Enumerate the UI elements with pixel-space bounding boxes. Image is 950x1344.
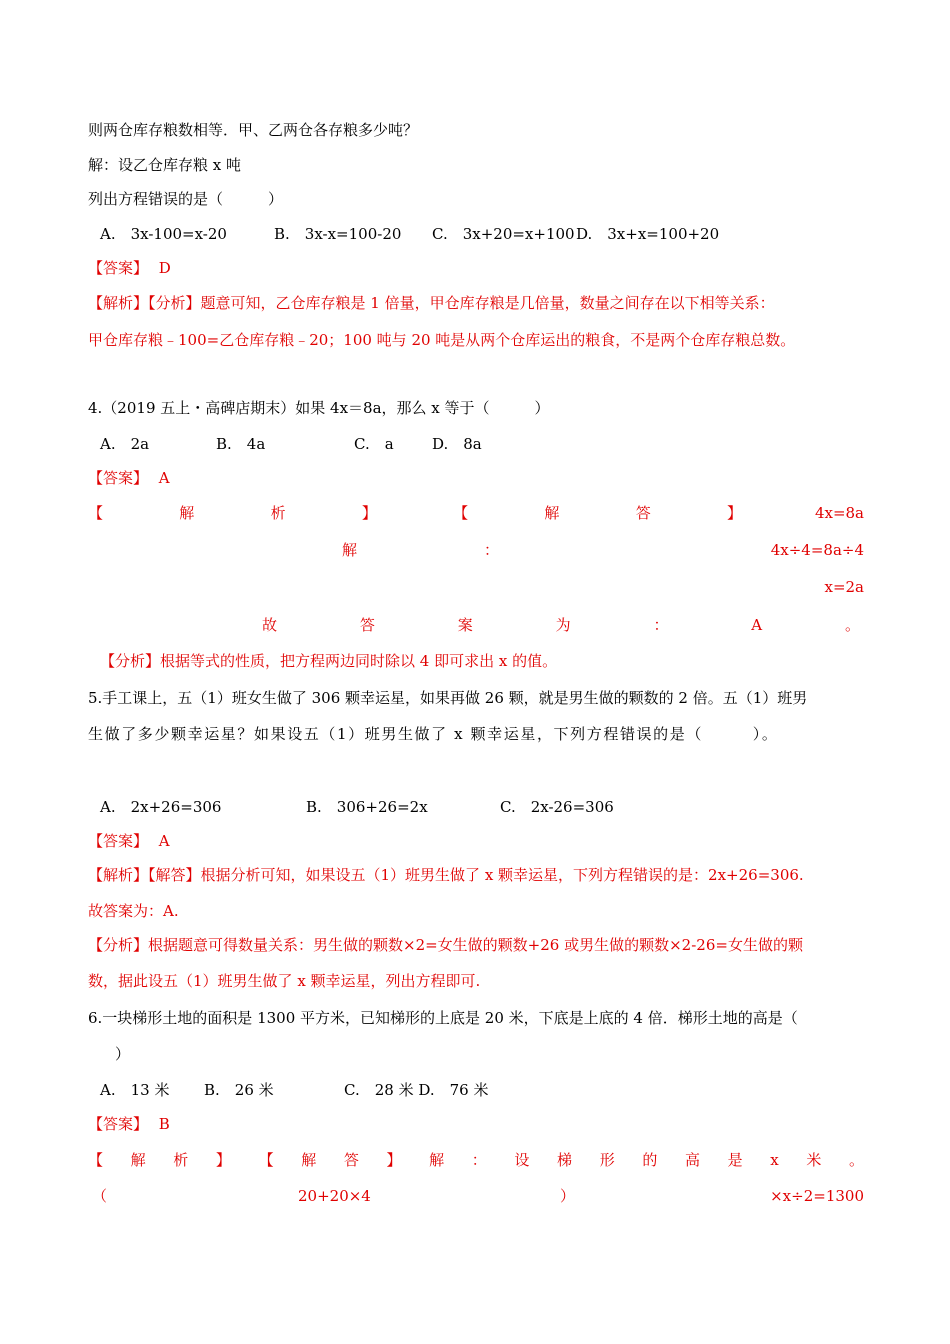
- q3-line2: 解：设乙仓库存粮 x 吨: [88, 156, 241, 174]
- jiexi-char: 析: [270, 504, 286, 522]
- q4-jiexi-row: [88, 503, 742, 523]
- jiexi-char: 答: [343, 1151, 359, 1169]
- q4-colon-char: ：: [484, 541, 500, 559]
- final-char: 答: [359, 616, 375, 634]
- jiexi-char: 米: [806, 1151, 822, 1169]
- final-char: ：: [653, 616, 669, 634]
- q6-line2: ）: [100, 1045, 131, 1063]
- q4-option-d: D. 8a: [432, 435, 482, 453]
- final-char: A: [751, 616, 763, 634]
- jiexi-char: 【: [88, 504, 104, 522]
- q5-analysis4: 数，据此设五（1）班男生做了 x 颗幸运星，列出方程即可.: [88, 972, 481, 990]
- q3-option-d: D. 3x+x=100+20: [576, 225, 720, 243]
- jiexi-char: 解: [429, 1151, 445, 1169]
- answer-value: D: [158, 259, 171, 277]
- q4-analysis: 【分析】根据等式的性质，把方程两边同时除以 4 即可求出 x 的值。: [100, 652, 558, 670]
- q5-analysis1: 【解析】【解答】根据分析可知，如果设五（1）班男生做了 x 颗幸运星，下列方程错误的是：2x+26=306.: [88, 866, 804, 884]
- jiexi-char: 】: [215, 1151, 231, 1169]
- q6-eq-rest: ×x÷2=1300: [770, 1187, 864, 1205]
- jiexi-char: 解: [179, 504, 195, 522]
- jiexi-char: 】: [726, 504, 742, 522]
- q4-question: 4.（2019 五上・高碑店期末）如果 4x＝8a，那么 x 等于（ ）: [88, 399, 550, 417]
- jiexi-char: 解: [130, 1151, 146, 1169]
- final-char: 故: [262, 616, 278, 634]
- q6-option-b: B. 26 米: [204, 1081, 274, 1099]
- q6-line1: 6.一块梯形土地的面积是 1300 平方米，已知梯形的上底是 20 米，下底是上底的 4 倍．梯形土地的高是（: [88, 1009, 798, 1027]
- q6-option-a: A. 13 米: [100, 1081, 170, 1099]
- jiexi-char: 。: [848, 1151, 864, 1169]
- q4-final-row: [262, 615, 860, 635]
- q5-analysis3: 【分析】根据题意可得数量关系：男生做的颗数×2=女生做的颗数+26 或男生做的颗数×2-26=女生做的颗: [88, 936, 803, 954]
- q6-eq-open-paren: （: [92, 1187, 108, 1205]
- q4-jie-char: 解: [342, 541, 358, 559]
- final-char: 案: [457, 616, 473, 634]
- q3-analysis2: 甲仓库存粮﹣100=乙仓库存粮﹣20；100 吨与 20 吨是从两个仓库运出的粮食，不是两个仓库存粮总数。: [88, 331, 796, 349]
- jiexi-char: 是: [727, 1151, 743, 1169]
- q4-option-a: A. 2a: [100, 435, 150, 453]
- q6-jiexi-row: [88, 1150, 864, 1170]
- q4-answer: [88, 468, 170, 488]
- q5-line2: 生做了多少颗幸运星？如果设五（1）班男生做了 x 颗幸运星，下列方程错误的是（ ）。: [88, 725, 779, 743]
- jiexi-char: 【: [258, 1151, 274, 1169]
- q5-option-b: B. 306+26=2x: [306, 798, 428, 816]
- q3-option-a: A. 3x-100=x-20: [100, 225, 227, 243]
- jiexi-char: 形: [599, 1151, 615, 1169]
- q5-line1: 5.手工课上，五（1）班女生做了 306 颗幸运星，如果再做 26 颗，就是男生做的颗数的 2 倍。五（1）班男: [88, 689, 808, 707]
- jiexi-char: 解: [301, 1151, 317, 1169]
- jiexi-char: 设: [514, 1151, 530, 1169]
- answer-label: 【答案】: [88, 259, 149, 277]
- q3-analysis1: 【解析】【分析】题意可知，乙仓库存粮是 1 倍量，甲仓库存粮是几倍量，数量之间存在以下相等关系：: [88, 294, 775, 312]
- q5-analysis2: 故答案为：A.: [88, 902, 179, 920]
- q3-line1: 则两仓库存粮数相等．甲、乙两仓各存粮多少吨？: [88, 121, 419, 139]
- q5-option-c: C. 2x-26=306: [500, 798, 614, 816]
- jiexi-char: x: [770, 1151, 779, 1169]
- jiexi-char: 【: [88, 1151, 104, 1169]
- answer-value: A: [158, 469, 170, 487]
- final-char: 为: [555, 616, 571, 634]
- answer-value: A: [158, 832, 170, 850]
- jiexi-char: ：: [471, 1151, 487, 1169]
- final-char: 。: [844, 616, 860, 634]
- q4-option-b: B. 4a: [216, 435, 266, 453]
- answer-label: 【答案】: [88, 1115, 149, 1133]
- jiexi-char: 】: [386, 1151, 402, 1169]
- answer-label: 【答案】: [88, 469, 149, 487]
- jiexi-char: 答: [635, 504, 651, 522]
- q5-answer: [88, 831, 170, 851]
- jiexi-char: 【: [453, 504, 469, 522]
- answer-value: B: [158, 1115, 170, 1133]
- q3-line3: 列出方程错误的是（ ）: [88, 190, 284, 208]
- q3-option-c: C. 3x+20=x+100: [432, 225, 575, 243]
- q3-answer: [88, 258, 171, 278]
- q6-answer: [88, 1114, 170, 1134]
- jiexi-char: 梯: [557, 1151, 573, 1169]
- jiexi-char: 高: [684, 1151, 700, 1169]
- jiexi-char: 】: [361, 504, 377, 522]
- q5-option-a: A. 2x+26=306: [100, 798, 222, 816]
- q6-eq-bases: 20+20×4: [298, 1187, 371, 1205]
- q4-equation-1: 4x=8a: [814, 504, 864, 522]
- answer-label: 【答案】: [88, 832, 149, 850]
- jiexi-char: 的: [642, 1151, 658, 1169]
- q6-eq-close-paren: ）: [560, 1187, 576, 1205]
- q4-equation-2: 4x÷4=8a÷4: [770, 541, 864, 559]
- q4-option-c: C. a: [354, 435, 394, 453]
- q6-option-cd: C. 28 米 D. 76 米: [344, 1081, 489, 1099]
- q4-equation-3: x=2a: [824, 578, 864, 596]
- q3-option-b: B. 3x-x=100-20: [274, 225, 402, 243]
- jiexi-char: 解: [544, 504, 560, 522]
- jiexi-char: 析: [173, 1151, 189, 1169]
